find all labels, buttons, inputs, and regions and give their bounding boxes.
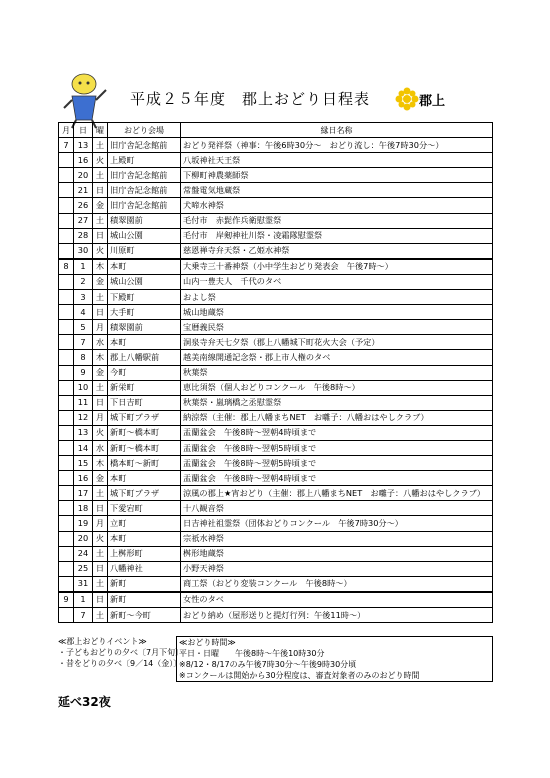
cell-venue: 新町～今町 (108, 608, 181, 623)
cell-venue: 本町 (108, 335, 181, 350)
cell-day: 14 (74, 440, 93, 455)
cell-venue: 城山公園 (108, 274, 181, 289)
cell-weekday: 土 (93, 576, 108, 592)
cell-month (59, 168, 74, 183)
cell-month: 9 (59, 592, 74, 608)
cell-weekday: 日 (93, 228, 108, 243)
cell-day: 24 (74, 546, 93, 561)
col-header-event: 縁日名称 (181, 123, 493, 138)
cell-event: 盂蘭盆会 午後8時～翌朝4時頃まで (181, 471, 493, 486)
cell-event: 恵比須祭（個人おどりコンクール 午後8時～） (181, 380, 493, 395)
cell-venue: 今町 (108, 365, 181, 380)
cell-month (59, 395, 74, 410)
cell-day: 11 (74, 395, 93, 410)
table-row (59, 198, 493, 213)
cell-venue: 本町 (108, 531, 181, 546)
cell-event: 城山地蔵祭 (181, 305, 493, 320)
table-row (59, 395, 493, 410)
cell-day: 12 (74, 410, 93, 425)
cell-month (59, 153, 74, 168)
cell-weekday: 月 (93, 410, 108, 425)
cell-venue: 積翠園前 (108, 320, 181, 335)
cell-month (59, 516, 74, 531)
cell-month (59, 183, 74, 198)
cell-day: 18 (74, 501, 93, 516)
times-line: 平日・日曜 午後8時～午後10時30分 (179, 649, 325, 658)
cell-venue: 新町～橋本町 (108, 440, 181, 455)
total-nights: 延べ32夜 (58, 695, 111, 709)
cell-venue: 下殿町 (108, 290, 181, 305)
cell-month (59, 501, 74, 516)
cell-venue: 橋本町～新町 (108, 456, 181, 471)
cell-venue: 下愛宕町 (108, 501, 181, 516)
table-header-row (59, 123, 493, 138)
cell-event: 秋葉祭・嵐璃橋之丞慰霊祭 (181, 395, 493, 410)
cell-month (59, 274, 74, 289)
cell-venue: 旧庁舎記念館前 (108, 183, 181, 198)
cell-weekday: 土 (93, 486, 108, 501)
cell-month (59, 228, 74, 243)
cell-month (59, 380, 74, 395)
cell-venue: 旧庁舎記念館前 (108, 168, 181, 183)
schedule-table (58, 122, 493, 623)
cell-venue: 川原町 (108, 243, 181, 259)
table-row (59, 335, 493, 350)
event-item: ・昔をどりの夕べ〔9／14（金）〕 (58, 659, 182, 668)
cell-day: 5 (74, 320, 93, 335)
cell-weekday: 土 (93, 546, 108, 561)
cell-month (59, 471, 74, 486)
cell-event: 女性のタベ (181, 592, 493, 608)
cell-day: 13 (74, 138, 93, 153)
cell-event: 越美南線開通記念祭・郡上市人権のタベ (181, 350, 493, 365)
cell-day: 9 (74, 365, 93, 380)
cell-weekday: 月 (93, 320, 108, 335)
cell-event: 盂蘭盆会 午後8時～翌朝5時頃まで (181, 440, 493, 455)
cell-venue: 本町 (108, 259, 181, 275)
cell-day: 4 (74, 305, 93, 320)
table-row (59, 274, 493, 289)
cell-weekday: 火 (93, 243, 108, 259)
table-row (59, 168, 493, 183)
cell-weekday: 日 (93, 395, 108, 410)
cell-venue: 本町 (108, 471, 181, 486)
cell-day: 19 (74, 516, 93, 531)
cell-event: 盂蘭盆会 午後8時～翌朝4時頃まで (181, 425, 493, 440)
cell-month (59, 198, 74, 213)
cell-weekday: 木 (93, 350, 108, 365)
cell-venue: 立町 (108, 516, 181, 531)
cell-event: 毛付市 岸剱神社川祭・凌霜隊慰霊祭 (181, 228, 493, 243)
table-row (59, 608, 493, 623)
table-row (59, 365, 493, 380)
cell-day: 16 (74, 153, 93, 168)
cell-event: 洞泉寺弁天七夕祭（郡上八幡城下町花火大会（予定） (181, 335, 493, 350)
cell-month (59, 213, 74, 228)
cell-month (59, 243, 74, 259)
table-row (59, 350, 493, 365)
table-row (59, 138, 493, 153)
cell-day: 27 (74, 213, 93, 228)
cell-day: 20 (74, 168, 93, 183)
cell-weekday: 木 (93, 259, 108, 275)
cell-weekday: 火 (93, 425, 108, 440)
cell-venue: 上殿町 (108, 153, 181, 168)
cell-event: 日吉神社祖霊祭（団体おどりコンクール 午後7時30分～） (181, 516, 493, 531)
cell-event: およし祭 (181, 290, 493, 305)
cell-day: 31 (74, 576, 93, 592)
cell-venue: 郡上八幡駅前 (108, 350, 181, 365)
cell-event: 犬啼水神祭 (181, 198, 493, 213)
cell-day: 7 (74, 608, 93, 623)
cell-event: 涼風の郡上★宵おどり（主催：郡上八幡まちNET お囃子：八幡おはやしクラブ） (181, 486, 493, 501)
cell-day: 20 (74, 531, 93, 546)
cell-event: 宝暦義民祭 (181, 320, 493, 335)
cell-event: 宗祇水神祭 (181, 531, 493, 546)
cell-day: 13 (74, 425, 93, 440)
cell-venue: 上桝形町 (108, 546, 181, 561)
cell-event: 慈恩禅寺弁天祭・乙姫水神祭 (181, 243, 493, 259)
table-row (59, 440, 493, 455)
cell-weekday: 土 (93, 608, 108, 623)
cell-month (59, 425, 74, 440)
cell-venue: 旧庁舎記念館前 (108, 138, 181, 153)
times-line: ※コンクールは開始から30分程度は、審査対象者のみのおどり時間 (179, 671, 420, 680)
cell-month (59, 531, 74, 546)
table-row (59, 486, 493, 501)
svg-text:郡上: 郡上 (419, 94, 446, 109)
cell-venue: 新町 (108, 592, 181, 608)
cell-month: 7 (59, 138, 74, 153)
cell-weekday: 金 (93, 274, 108, 289)
table-row (59, 153, 493, 168)
times-line: ※8/12・8/17のみ午後7時30分～午後9時30分頃 (179, 660, 357, 669)
table-row (59, 576, 493, 592)
table-row (59, 456, 493, 471)
cell-weekday: 土 (93, 380, 108, 395)
cell-day: 10 (74, 380, 93, 395)
cell-venue: 新栄町 (108, 380, 181, 395)
cell-weekday: 金 (93, 365, 108, 380)
gujo-logo (396, 86, 446, 112)
cell-venue: 城山公園 (108, 228, 181, 243)
table-row (59, 410, 493, 425)
cell-day: 25 (74, 561, 93, 576)
cell-event: 十八観音祭 (181, 501, 493, 516)
cell-month (59, 365, 74, 380)
cell-month (59, 410, 74, 425)
cell-event: 商工祭（おどり変装コンクール 午後8時～） (181, 576, 493, 592)
cell-event: 小野天神祭 (181, 561, 493, 576)
times-heading: ≪おどり時間≫ (179, 638, 236, 647)
cell-weekday: 金 (93, 198, 108, 213)
cell-month (59, 561, 74, 576)
cell-month (59, 546, 74, 561)
cell-weekday: 火 (93, 531, 108, 546)
cell-month (59, 350, 74, 365)
page-title: 平成２５年度 郡上おどり日程表 (130, 90, 371, 108)
col-header-day: 日 (74, 123, 93, 138)
cell-day: 17 (74, 486, 93, 501)
cell-month: 8 (59, 259, 74, 275)
cell-weekday: 日 (93, 501, 108, 516)
cell-event: おどり発祥祭（神事：午後6時30分～ おどり流し：午後7時30分～） (181, 138, 493, 153)
cell-weekday: 月 (93, 516, 108, 531)
cell-month (59, 305, 74, 320)
cell-weekday: 土 (93, 213, 108, 228)
cell-venue: 積翠園前 (108, 213, 181, 228)
cell-day: 1 (74, 592, 93, 608)
cell-month (59, 440, 74, 455)
cell-weekday: 水 (93, 335, 108, 350)
cell-event: 毛付市 赤髭作兵衛慰霊祭 (181, 213, 493, 228)
cell-event: 納涼祭（主催：郡上八幡まちNET お囃子：八幡おはやしクラブ） (181, 410, 493, 425)
cell-event: 秋葉祭 (181, 365, 493, 380)
table-row (59, 516, 493, 531)
cell-venue: 八幡神社 (108, 561, 181, 576)
cell-month (59, 576, 74, 592)
table-row (59, 425, 493, 440)
cell-event: 八坂神社天王祭 (181, 153, 493, 168)
cell-weekday: 日 (93, 561, 108, 576)
table-row (59, 228, 493, 243)
cell-venue: 新町～橋本町 (108, 425, 181, 440)
cell-venue: 旧庁舎記念館前 (108, 198, 181, 213)
table-row (59, 183, 493, 198)
cell-day: 2 (74, 274, 93, 289)
cell-weekday: 木 (93, 456, 108, 471)
table-row (59, 471, 493, 486)
events-section (58, 636, 183, 669)
cell-weekday: 日 (93, 592, 108, 608)
cell-venue: 大手町 (108, 305, 181, 320)
cell-day: 16 (74, 471, 93, 486)
table-row (59, 561, 493, 576)
cell-day: 30 (74, 243, 93, 259)
cell-day: 21 (74, 183, 93, 198)
mascot-illustration (62, 70, 108, 130)
cell-venue: 城下町プラザ (108, 410, 181, 425)
table-row (59, 531, 493, 546)
cell-event: 桝形地蔵祭 (181, 546, 493, 561)
table-row (59, 320, 493, 335)
table-row (59, 592, 493, 608)
cell-venue: 城下町プラザ (108, 486, 181, 501)
table-row (59, 546, 493, 561)
cell-month (59, 320, 74, 335)
dance-times-box (176, 636, 493, 682)
table-row (59, 259, 493, 275)
table-row (59, 380, 493, 395)
table-row (59, 501, 493, 516)
col-header-month: 月 (59, 123, 74, 138)
cell-day: 7 (74, 335, 93, 350)
cell-event: 山内一豊夫人 千代のタベ (181, 274, 493, 289)
cell-day: 28 (74, 228, 93, 243)
cell-day: 26 (74, 198, 93, 213)
table-row (59, 213, 493, 228)
cell-day: 1 (74, 259, 93, 275)
cell-month (59, 290, 74, 305)
cell-event: 常盤電気地蔵祭 (181, 183, 493, 198)
cell-month (59, 608, 74, 623)
cell-weekday: 土 (93, 168, 108, 183)
cell-weekday: 土 (93, 138, 108, 153)
cell-month (59, 335, 74, 350)
cell-weekday: 火 (93, 153, 108, 168)
table-row (59, 243, 493, 259)
events-heading: ≪郡上おどりイベント≫ (58, 637, 147, 646)
cell-day: 15 (74, 456, 93, 471)
table-row (59, 305, 493, 320)
cell-month (59, 456, 74, 471)
cell-day: 3 (74, 290, 93, 305)
cell-event: おどり納め（屋形送りと提灯行列：午後11時～） (181, 608, 493, 623)
col-header-venue: おどり会場 (108, 123, 181, 138)
cell-event: 下柳町神農薬師祭 (181, 168, 493, 183)
cell-day: 8 (74, 350, 93, 365)
cell-weekday: 日 (93, 305, 108, 320)
cell-weekday: 土 (93, 290, 108, 305)
table-row (59, 290, 493, 305)
cell-event: 大乗寺三十番神祭（小中学生おどり発表会 午後7時～） (181, 259, 493, 275)
col-header-weekday: 曜 (93, 123, 108, 138)
cell-venue: 新町 (108, 576, 181, 592)
cell-weekday: 金 (93, 471, 108, 486)
event-item: ・子どもおどりの夕べ〔7月下旬〕 (58, 648, 184, 657)
cell-weekday: 水 (93, 440, 108, 455)
cell-venue: 下日吉町 (108, 395, 181, 410)
cell-event: 盂蘭盆会 午後8時～翌朝5時頃まで (181, 456, 493, 471)
cell-month (59, 486, 74, 501)
cell-weekday: 日 (93, 183, 108, 198)
